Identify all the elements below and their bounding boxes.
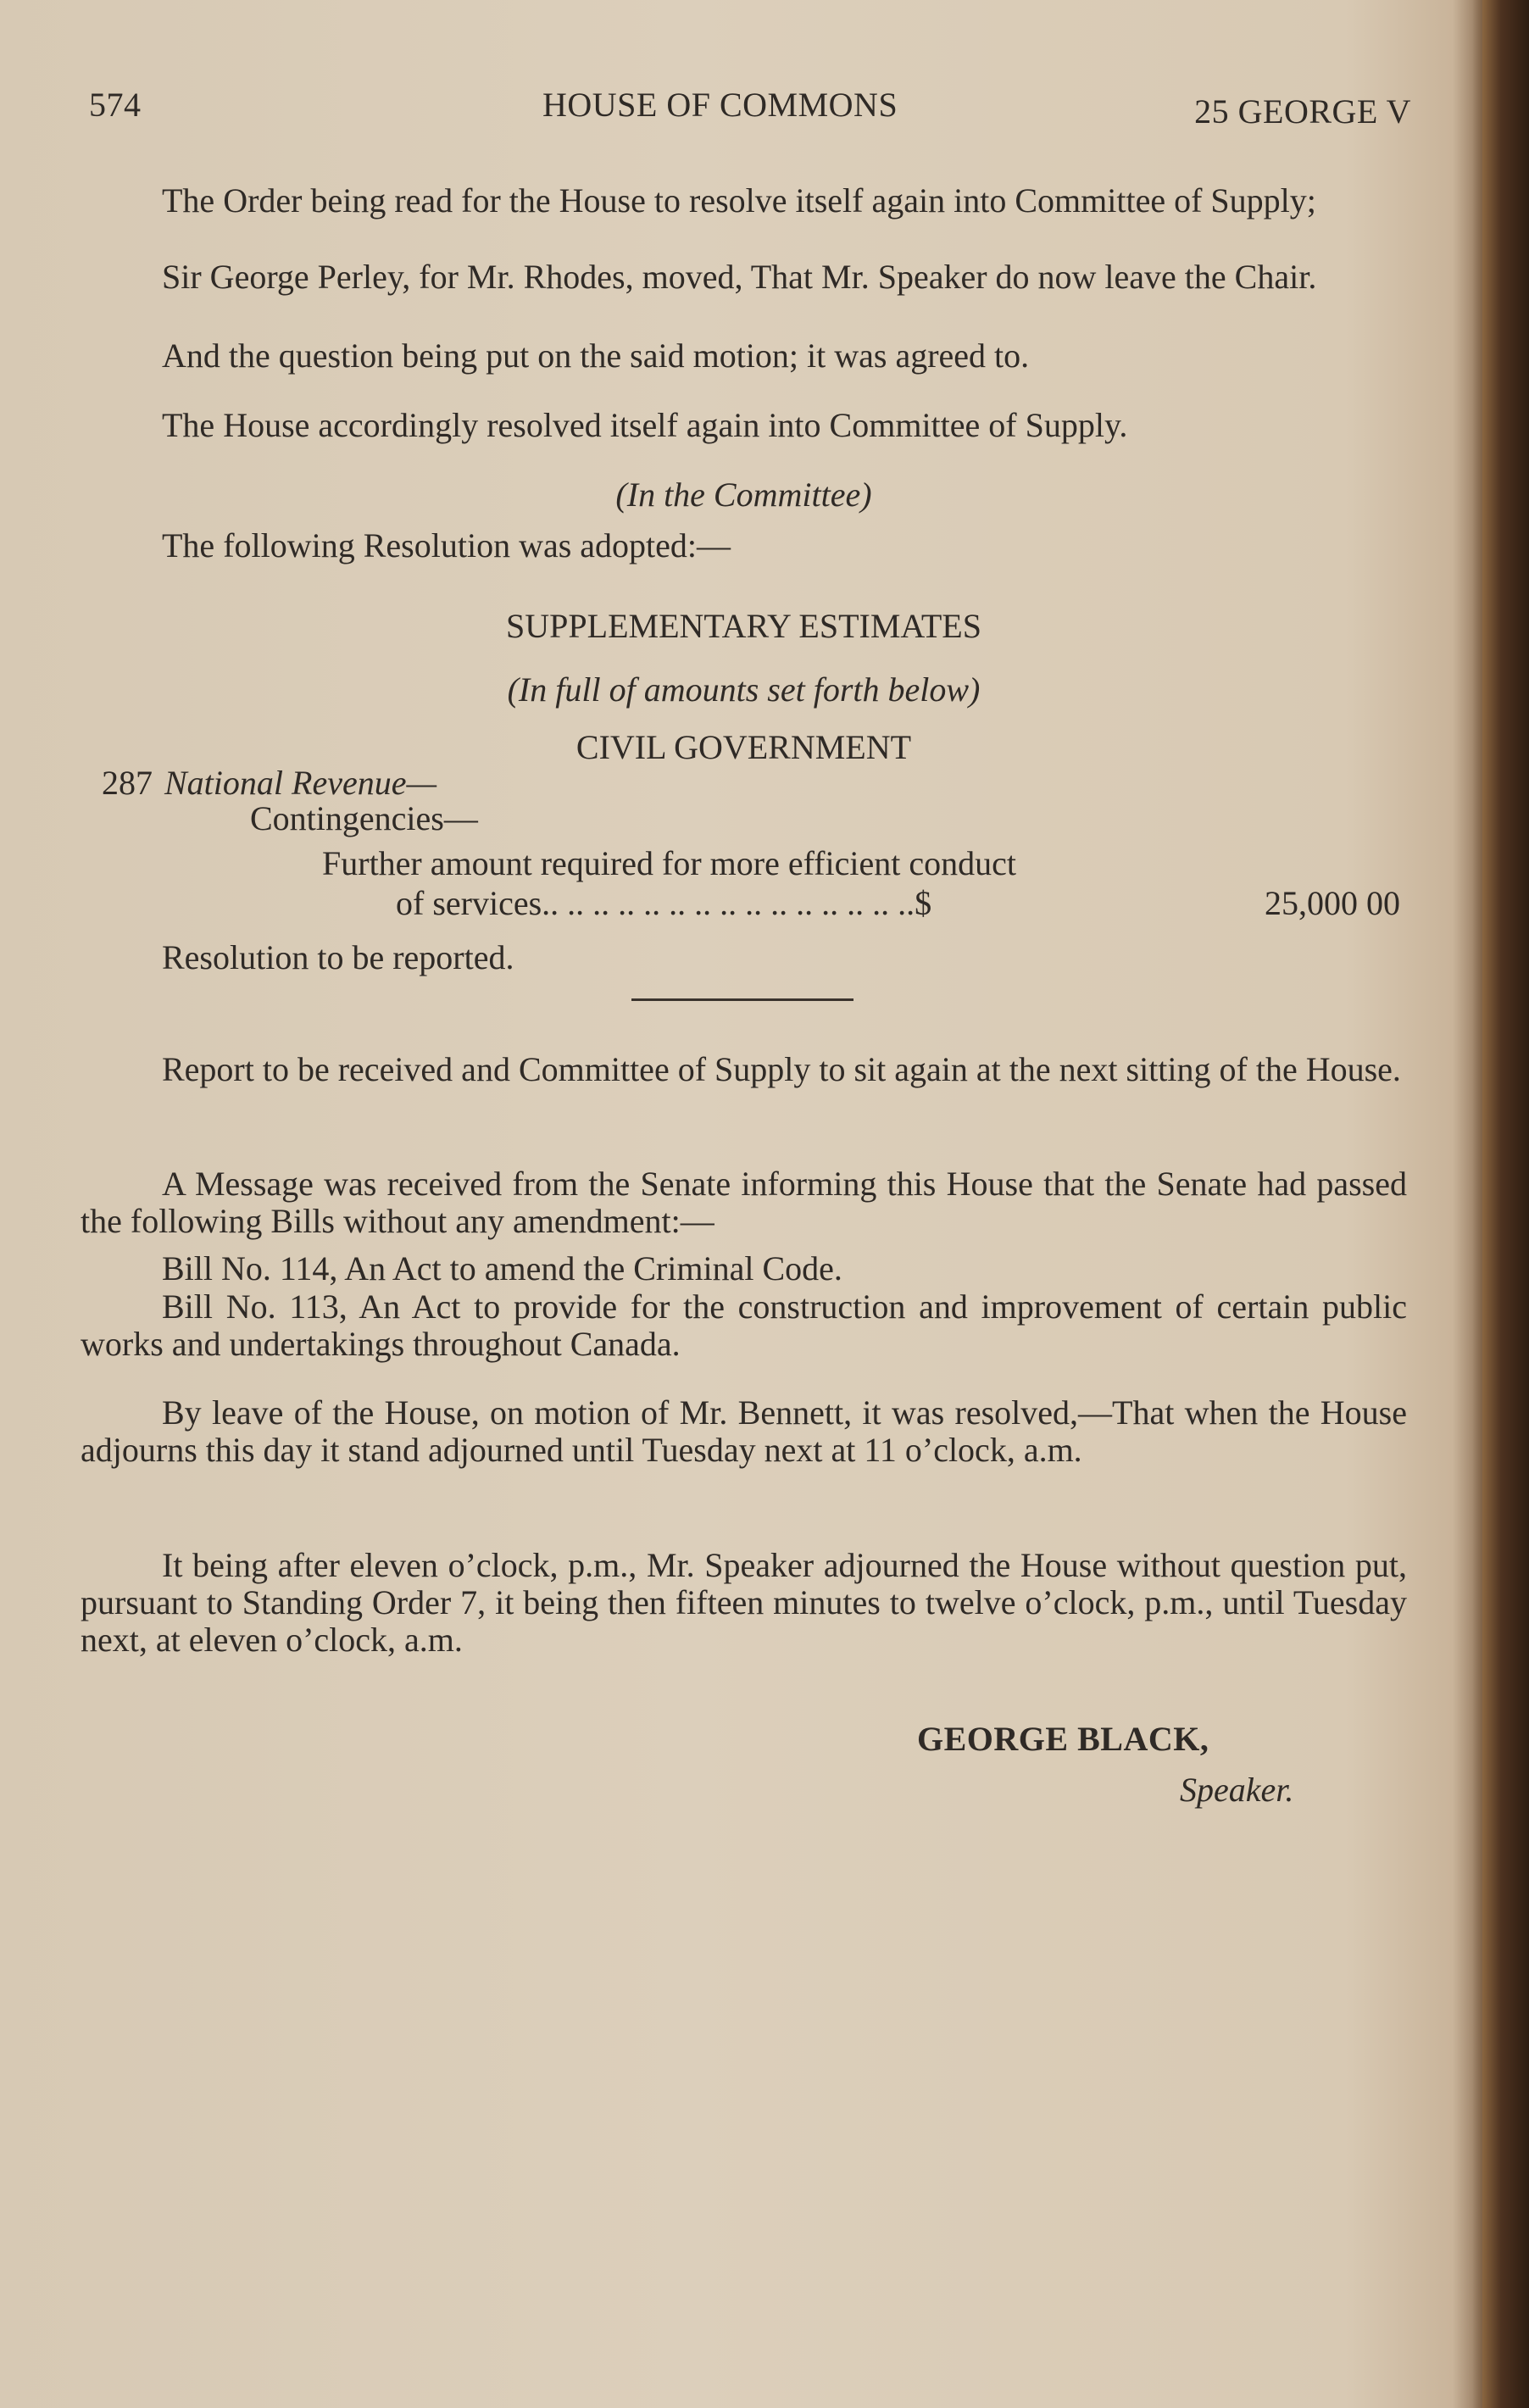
page-title: HOUSE OF COMMONS	[542, 86, 898, 124]
resolution-reported: Resolution to be reported.	[162, 938, 514, 976]
paragraph-resolution-adopted: The following Resolution was adopted:—	[162, 526, 731, 564]
paragraph-committee-resolved: The House accordingly resolved itself again into Committee of Supply.	[162, 406, 1128, 444]
estimate-description: Further amount required for more efficient conduct	[322, 844, 1016, 882]
paragraph-house-adjourned: It being after eleven o’clock, p.m., Mr. Speaker adjourned the House without question put, pursuant to Standing Order 7, it being then fifteen minutes to twelve o’clock, p.m., until Tuesday next, at eleven o’clock, a.m.	[81, 1546, 1407, 1659]
paragraph-agreed: And the question being put on the said motion; it was agreed to.	[162, 336, 1030, 375]
estimate-sub-item: Contingencies—	[250, 799, 478, 837]
regnal-year: 25 GEORGE V	[1194, 92, 1411, 131]
estimates-section: CIVIL GOVERNMENT	[575, 728, 912, 766]
estimate-amount: 25,000 00	[1265, 884, 1400, 922]
paragraph-senate-message: A Message was received from the Senate informing this House that the Senate had passed the following Bills without any amendment:—	[81, 1165, 1407, 1240]
estimates-subheading: (In full of amounts set forth below)	[507, 670, 981, 709]
paragraph-motion: Sir George Perley, for Mr. Rhodes, moved, That Mr. Speaker do now leave the Chair.	[162, 258, 1317, 296]
speaker-name: GEORGE BLACK,	[917, 1720, 1209, 1758]
bill-114: Bill No. 114, An Act to amend the Criminal Code.	[162, 1249, 842, 1287]
section-divider	[631, 998, 853, 1001]
estimate-description-continued: of services.. .. .. .. .. .. .. .. .. .. .. .. .. .. ..$	[396, 884, 932, 922]
estimate-vote-line	[102, 763, 436, 803]
book-spine	[1482, 0, 1529, 2408]
bill-113: Bill No. 113, An Act to provide for the construction and improvement of certain public works and undertakings throughout Canada.	[81, 1287, 1407, 1363]
vote-name: National Revenue—	[164, 764, 437, 802]
running-header	[89, 85, 1411, 136]
vote-number: 287	[102, 764, 153, 802]
paragraph-adjournment-motion: By leave of the House, on motion of Mr. Bennett, it was resolved,—That when the House adjourns this day it stand adjourned until Tuesday next at 11 o’clock, a.m.	[81, 1393, 1407, 1469]
committee-note: (In the Committee)	[615, 475, 872, 514]
page-number: 574	[89, 86, 142, 124]
speaker-title: Speaker.	[1180, 1771, 1294, 1809]
binding-shadow	[1472, 0, 1482, 2408]
paragraph-report-received: Report to be received and Committee of Supply to sit again at the next sitting of the House.	[162, 1050, 1401, 1088]
estimates-heading: SUPPLEMENTARY ESTIMATES	[506, 607, 981, 645]
paragraph-order-read: The Order being read for the House to resolve itself again into Committee of Supply;	[162, 181, 1316, 220]
